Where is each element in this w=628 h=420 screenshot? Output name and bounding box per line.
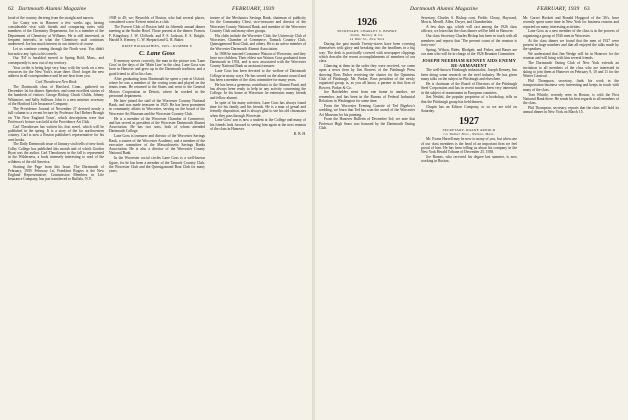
class-year-heading: 1927 (459, 116, 479, 128)
paragraph: In 1908 he married Constance Watson of Worcester, and they have two children. Their eldest son Watson Goss graduated from Dartmouth in 1933, and is now associated with the Worcester County National Bank as assistant treasurer. (210, 51, 306, 69)
running-head-month-left (232, 6, 274, 12)
biography-title: C. Lane Goss (139, 50, 175, 58)
paragraph: We understand that Jim Wedge will be in Hanover for the reunion and will bring with him several friends. (523, 52, 619, 61)
running-head-left (8, 6, 86, 12)
paragraph: Lane Goss has been devoted to the welfare of Dartmouth College in many ways. He has served on the alumni council and has been a member of the class committee for many years. (210, 69, 306, 82)
paragraph: Jim Nesbitt, the popular proprietor of a bookshop, tells us that the Pittsburgh group has held dinners. (421, 95, 517, 104)
secretary-address: Smith, Barney & Co. (350, 33, 384, 37)
right-page (315, 0, 628, 420)
paragraph: His clubs include the Worcester Club, the University Club of Worcester, Chamber of Commerce, Tatnuck Country Club, Quinsigamond Boat Club, and others. He is an active member of the Worcester Dartmouth Alumni Association. (210, 33, 306, 51)
paragraph: Joe Batchelder went from one home to another, we remember, and has been in the Bureau of Federal Industrial Relations in Washington for some time. (319, 90, 415, 104)
paragraph: He later joined the staff of the Worcester Country National Bank, and was made treasurer in 1925. He has been prominent in community affairs in Worcester, serving on the board of the Worcester Art Museum and the Worcester Country Club. (109, 98, 205, 116)
paragraph: Tom Whittle, recently seen in Boston, is with the First National Bank there. He sends his best regards to all members of the class. (523, 92, 619, 106)
issue-month: FEBRUARY, 1939 (537, 6, 580, 12)
right-column-2 (421, 16, 517, 416)
article-subheading: JOSEPH NEEDHAM KENNEY AIDS ENEMY RE-ARMAMENT (421, 57, 517, 68)
paragraph: Chapin has an Edison Company, or so we are told on Saturday. (421, 104, 517, 113)
running-head-month-right (537, 6, 590, 12)
running-head-right (410, 6, 478, 12)
paragraph: Starting the Page from this Issue. The Dartmouth of February, 1939. February 1st, Frankfurt Rogers is the New England Representative, Commission Members in Life Insurance Company, has just transferred to Buffalo, N.Y. (8, 164, 104, 182)
paragraph: hood of the country deriving from the straight and narrow. (8, 16, 94, 20)
paragraph: The Daily Dartmouth issue of January sixth tells of new book Colby College has published this month and of which Gordon Ryan was the author. Carl Theodorsen in the fall is represented in the Wilderness, a book intensely interesting to read of the wildness of the old America. (8, 142, 104, 164)
paragraph: Secretary, Charles S. Bishop cont. Fields: Cleary, Hayward, Morris, Merrill, Allen, Dwyer, and Chamberlain. (421, 16, 517, 25)
paragraph: At the class dinner we found that the men of 1927 were present in large numbers and that all enjoyed the talks made by the speakers. (523, 38, 619, 52)
paragraph: He has been a generous contributor to the Alumni Fund, and has always been ready to help in any activity concerning the College. In his home at Worcester he entertains many friends and fellow alumni. (210, 82, 306, 100)
paragraph: Lane Goss as a new member of the class is in the process of organizing a group of 1926 men in Worcester. (523, 29, 619, 38)
issue-month: FEBRUARY, 1939 (232, 6, 275, 12)
paragraph: Glancing at them in the order they were received, we come upon a news item by Jim Bowers of the Pittsburgh Press showing Ross Parker receiving the charter for the Optimists Club of Pittsburgh. Mr. Parker, Ross president of the newly organized group, is, as you all know, a partner in that firm of Bowers, Parker & Co. (319, 64, 415, 90)
class-year-heading: 1926 (357, 17, 377, 28)
page-number: 63 (583, 6, 590, 12)
section-subhead: Carl Theodorsen New Book (35, 79, 77, 84)
magazine-title: Dartmouth Alumni Magazine (18, 6, 87, 12)
left-column-3 (210, 16, 306, 416)
paragraph: Our 'Ed' is heralded moved to Spring Bold, Mass., and consequently is now out of my territory. (8, 56, 104, 65)
paragraph: A few days ago, which will cast among the 1926 class officers, we learn that the class dinner will be held in Hanover. (421, 25, 517, 34)
paragraph: Joe Barnes, who received his degree last summer, is now working in Boston. (421, 154, 517, 164)
paragraph: Phil Thompson, secretary, reports that the class will hold its annual dinner in New York on March 15. (523, 106, 619, 115)
paragraph: Your scribe is being kept very busy with his work on a new resources for the New York's issue there. Don't forget the new address in all correspondence and let me hear from you. (8, 65, 104, 79)
paragraph: trustee of the Mechanics Savings Bank, chairman of publicity for the Community Chest, vice-treasurer and director of the Worcester County National Bank, and member of the Worcester Country Club and many other groups. (210, 16, 306, 33)
secretary-label: SECRETARY, CHARLES S. BISHOP (337, 29, 397, 33)
paragraph: Lane Goss' son is now a student at the College and many of his friends look forward to seeing him again at the next reunion of the class in Hanover. (210, 118, 306, 131)
paragraph: He is chairman of the Board of Directors of the Pittsburgh Steel Corporation and has in recent months been very interested in the subject of rearmament in European countries. (421, 81, 517, 95)
paragraph: The Providence Journal of November 27 devoted nearly a full column to a recent lecture by Professor Earl Robert Brough on 'The New England Town', which descriptions were that Professor's lecture was held at the Providence Art Club. (8, 106, 104, 124)
paragraph: He is a member of the Worcester Chamber of Commerce, and has served as president of the Worcester Dartmouth Alumni Association. He has two sons, both of whom attended Dartmouth College. (109, 116, 205, 134)
paragraph: 1938 to 40; we; Reynolds of Boston, who had several places, considered a new Everett mind as a club. (109, 16, 205, 25)
page-number: 62 (8, 6, 14, 12)
paragraph: The Dartmouth Outing Club of New York extends an invitation to all members of the class who are interested in skiing to join them at Hanover on February 9, 10 and 11 for the Winter Carnival. (523, 61, 619, 79)
paragraph: Carl Theodorsen has written his first novel, which will be published in the spring. It is a story of the far northwestern country. Carl is now a Boston publisher's representative for his own books. (8, 124, 104, 142)
paragraph: Mr. Evans Harrell may be new to many of you, but when one of our class members is the head of an important firm we feel proud of him. He has been telling us about his company in the New York Herald Tribune of December 25, 1938. (421, 137, 517, 155)
paragraph: In spite of his many activities, Lane Goss has always found time for his family and his friends. He is a man of genial and friendly disposition, and is always glad to see his old classmates when they pass through Worcester. (210, 100, 306, 118)
paragraph: Let us continue coming through the North west. You didn't but notice any 'opts to his travels. (8, 47, 104, 56)
paragraph: During the past month Twenty-sixers have been covering themselves with glory and breaking into the headlines in a big way. The desk is practically covered with newspaper clippings which describe the recent accomplishments of members of our class. (319, 42, 415, 64)
paragraph: Mr. Garret Hackett and Ronald Hopgood of the '26's, have recently spent some time in New York for business reasons and reported on many interesting activities. (523, 16, 619, 29)
paragraph: The Everett Club of Boston held its fifteenth annual dinner meeting at the Statler Hotel. Those present at the dinner: Francis F. Kingsbury, J. W. Cliffords, and F. S. Jackson, E. S. Knight, Harold S. Kenney, C. W. Shepard and G. R. Baker. (109, 25, 205, 43)
magazine-title: Dartmouth Alumni Magazine (410, 6, 478, 12)
paragraph: After graduating from Dartmouth he spent a year at Oxford, where he was a member of the rowing team and played on the tennis team. He returned to the States and went to the General Motors Corporation in Detroit, where he worked in the personnel department. (109, 76, 205, 98)
paragraph: Joe Canty was in Hanover a few weeks ago, having considerable visit with friends and comparing notes with members of the Chemistry Department. Joe is a member of the Department of Chemistry at Williams. He is still interested, at frequent intervals, in what the Chemistry staff continues undeterred. Joe has much interest in our interest of course. (8, 20, 104, 47)
paragraph: From the Worcester Evening Gazette of Ted Bigelow's wedding, we learn that Ted has won the award of the Worcester Art Museum for his painting. (319, 103, 415, 117)
left-page (0, 0, 313, 420)
secretary-address: 14 Wall St., New York (349, 37, 385, 41)
paragraph: The well-known Pittsburgh industrialist, Joseph Kenney, has been doing some research on the steel industry. He has given many talks on the subject in Pittsburgh and elsewhere. (421, 68, 517, 82)
paragraph: Phil Thompson, secretary, finds his work in the transportation business very interesting and keeps in touch with many of the class. (523, 79, 619, 92)
paragraph: Spring, Wilson, Rider, Blodgett, and Fisher, and Bauer are our men who will be in charge of the 1926 Reunion Committee. (421, 47, 517, 57)
paragraph: Lane Goss is treasurer and director of the Worcester Savings Bank, a trustee of the Worcester Academy, and a member of the executive committee of the Massachusetts Savings Banks Association. He is also a director of the Worcester County National Bank. (109, 134, 205, 156)
right-column-1 (319, 16, 415, 416)
left-column-1 (8, 16, 104, 416)
secretary-label: SECRETARY, DOANE ARNOLD (442, 128, 496, 133)
paragraph: Our class Secretary Charles Bishop has been in touch with all members and reports that 'The present count of the reunion is forty-one.' (421, 34, 517, 47)
paragraph: The Dartmouth class of Hartford, Conn., gathered on December 1st for dinner. Speeches, and some excellent stories of the hundreds of visitors. George Bishop, Chuck Childs, Johnny Whitmore, and Sally Sullivan. John is a new minister secretary of the Hartford Life Insurance Company. (8, 84, 104, 107)
right-column-3 (523, 16, 619, 416)
left-column-2 (109, 16, 205, 416)
secretary-address: c/o Walker Bros., Walton, Mass. (443, 132, 495, 137)
brief-biographies-label: BRIEF BIOGRAPHIES, 1905—NUMBER 8 (122, 44, 192, 49)
author-initials: R. B. H. (293, 132, 306, 137)
paragraph: In the Worcester social circles Lane Goss is a well-known figure, for he has been a member of the Tatnuck Country Club, the Worcester Club and the Quinsigamond Boat Club for many years. (109, 156, 205, 174)
paragraph: If memory serves correctly, the man in the picture was 'Lane Goss' in the days of the 'Main Line' in the class. Lane Goss was born in Hanover and grew up in the Dartmouth tradition, and a good friend to all in his class. (109, 58, 205, 76)
paragraph: From the Hanover Bulletin of December 3rd, we note that Professor High Sears was honored by the Dartmouth Outing Club. (319, 117, 415, 131)
